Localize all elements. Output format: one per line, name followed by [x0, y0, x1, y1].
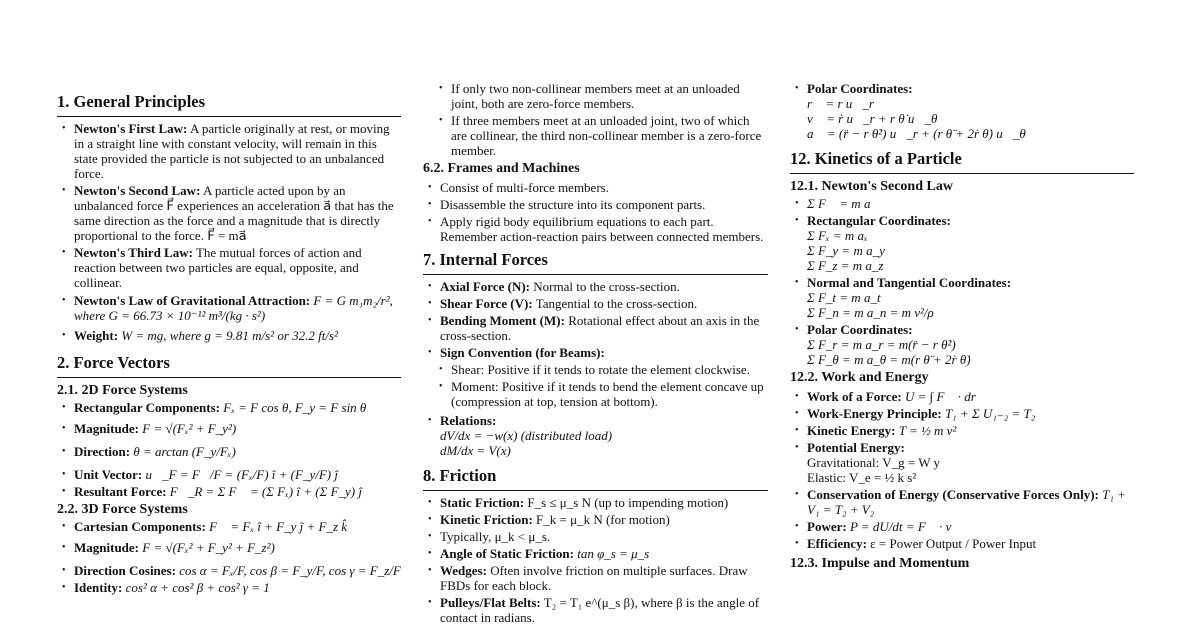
list-item: • Conservation of Energy (Conservative Forces Only): T₁ + V₁ = T₂ + V₂	[790, 487, 1134, 517]
column-2	[423, 81, 768, 627]
list-item: • Cartesian Components: F⃗ = Fₓ î + F_y ĵ + F_z k̂	[57, 519, 401, 534]
list-item: • Shear: Positive if it tends to rotate the element clockwise.	[423, 362, 768, 377]
equation-line: r⃗ = r u⃗_r	[807, 96, 874, 111]
force-3d-list	[57, 519, 401, 595]
list-item: • Polar Coordinates: r⃗ = r u⃗_r v⃗ = ṙ u⃗_r + r θ̇ u⃗_θ a⃗ = (r̈ − r θ̇²) u⃗_r + (r θ̈ + 2ṙ θ̇) u⃗_θ	[790, 81, 1134, 141]
equation-line: Σ F_t = m a_t	[807, 290, 881, 305]
list-item: • Newton's Second Law: A particle acted upon by an unbalanced force F⃗ experiences an acceleration a⃗ that has the same direction as the force and a magnitude that is directly proportional to the force. F⃗ = ma⃗	[57, 183, 401, 243]
list-item: • If three members meet at an unloaded joint, two of which are collinear, the third non-collinear member is a zero-force member.	[423, 113, 768, 158]
list-item: • Typically, μ_k < μ_s.	[423, 529, 768, 544]
list-item: • Direction: θ = arctan (F_y/Fₓ)	[57, 444, 401, 459]
list-item: • Shear Force (V): Tangential to the cross-section.	[423, 296, 768, 311]
subsection-title: 12.3. Impulse and Momentum	[790, 556, 970, 571]
subsection-title: 12.1. Newton's Second Law	[790, 179, 953, 194]
general-principles-list	[57, 121, 401, 343]
list-item: • Weight: W = mg, where g = 9.81 m/s² or 32.2 ft/s²	[57, 328, 401, 343]
list-item: • Magnitude: F = √(Fₓ² + F_y²)	[57, 421, 401, 436]
relation-line: dV/dx = −w(x) (distributed load)	[440, 428, 613, 443]
section-title: 1. General Principles	[57, 92, 401, 117]
list-item: • Kinetic Energy: T = ½ m v²	[790, 423, 1134, 438]
list-item: • Power: P = dU/dt = F⃗ · v⃗	[790, 519, 1134, 534]
list-item: • Pulleys/Flat Belts: T₂ = T₁ e^(μ_s β), where β is the angle of contact in radians.	[423, 595, 768, 625]
relation-line: dM/dx = V(x)	[440, 443, 511, 458]
list-item: • Direction Cosines: cos α = Fₓ/F, cos β = F_y/F, cos γ = F_z/F	[57, 563, 401, 578]
equation-line: Gravitational: V_g = W y	[807, 455, 940, 470]
list-item: • Normal and Tangential Coordinates: Σ F_t = m a_t Σ F_n = m a_n = m v²/ρ	[790, 275, 1134, 320]
newton-second-law-list	[790, 196, 1134, 367]
zero-force-list	[423, 81, 768, 158]
equation-line: Σ F_θ = m a_θ = m(r θ̈ + 2ṙ θ̇)	[807, 352, 971, 367]
equation-line: Σ F_y = m a_y	[807, 243, 885, 258]
list-item: • Rectangular Coordinates: Σ Fₓ = m aₓ Σ F_y = m a_y Σ F_z = m a_z	[790, 213, 1134, 273]
list-item: • Work-Energy Principle: T₁ + Σ U₁₋₂ = T₂	[790, 406, 1134, 421]
equation-line: Σ F_z = m a_z	[807, 258, 884, 273]
section-title: 2. Force Vectors	[57, 353, 401, 378]
list-item: • If only two non-collinear members meet at an unloaded joint, both are zero-force members.	[423, 81, 768, 111]
list-item: • Work of a Force: U = ∫ F⃗ · dr⃗	[790, 389, 1134, 404]
list-item: • Moment: Positive if it tends to bend the element concave up (compression at top, tension at bottom).	[423, 379, 768, 409]
list-item: • Wedges: Often involve friction on multiple surfaces. Draw FBDs for each block.	[423, 563, 768, 593]
equation-line: a⃗ = (r̈ − r θ̇²) u⃗_r + (r θ̈ + 2ṙ θ̇) u⃗_θ	[807, 126, 1026, 141]
subsection-title: 6.2. Frames and Machines	[423, 161, 580, 176]
equation-line: Σ F_n = m a_n = m v²/ρ	[807, 305, 934, 320]
list-item: • Kinetic Friction: F_k = μ_k N (for motion)	[423, 512, 768, 527]
equation-line: Σ Fₓ = m aₓ	[807, 228, 868, 243]
column-3	[790, 81, 1134, 573]
list-item: • Axial Force (N): Normal to the cross-section.	[423, 279, 768, 294]
internal-forces-list	[423, 279, 768, 458]
list-item: • Relations: dV/dx = −w(x) (distributed load) dM/dx = V(x)	[423, 413, 768, 458]
list-item: • Σ F⃗ = m a⃗	[790, 196, 1134, 211]
section-title: 12. Kinetics of a Particle	[790, 149, 1134, 174]
list-item: • Rectangular Components: Fₓ = F cos θ, F_y = F sin θ	[57, 400, 401, 415]
list-item: • Polar Coordinates: Σ F_r = m a_r = m(r̈ − r θ̇²) Σ F_θ = m a_θ = m(r θ̈ + 2ṙ θ̇)	[790, 322, 1134, 367]
equation-line: Elastic: V_e = ½ k s²	[807, 470, 917, 485]
list-item: • Identity: cos² α + cos² β + cos² γ = 1	[57, 580, 401, 595]
section-title: 8. Friction	[423, 466, 768, 491]
list-item: • Consist of multi-force members.	[423, 180, 768, 195]
list-item: • Bending Moment (M): Rotational effect about an axis in the cross-section.	[423, 313, 768, 343]
force-2d-list	[57, 400, 401, 499]
section-title: 7. Internal Forces	[423, 250, 768, 275]
list-item: • Newton's First Law: A particle originally at rest, or moving in a straight line with constant velocity, will remain in this state provided the particle is not subjected to an unbalanced force.	[57, 121, 401, 181]
list-item: • Potential Energy: Gravitational: V_g = W y Elastic: V_e = ½ k s²	[790, 440, 1134, 485]
list-item: • Newton's Law of Gravitational Attraction: F = G m₁m₂/r², where G = 66.73 × 10⁻¹² m³/(kg · s²)	[57, 293, 401, 323]
list-item: • Disassemble the structure into its component parts.	[423, 197, 768, 212]
subsection-title: 2.1. 2D Force Systems	[57, 383, 188, 398]
polar-kinematics-list	[790, 81, 1134, 141]
subsection-title: 2.2. 3D Force Systems	[57, 502, 188, 517]
list-item: • Angle of Static Friction: tan φ_s = μ_s	[423, 546, 768, 561]
list-item: • Efficiency: ε = Power Output / Power Input	[790, 536, 1134, 551]
work-energy-list	[790, 389, 1134, 551]
subsection-title: 12.2. Work and Energy	[790, 370, 929, 385]
column-1	[57, 92, 401, 597]
list-item: • Static Friction: F_s ≤ μ_s N (up to impending motion)	[423, 495, 768, 510]
frames-list	[423, 180, 768, 244]
friction-list	[423, 495, 768, 625]
list-item: • Apply rigid body equilibrium equations to each part. Remember action-reaction pairs between connected members.	[423, 214, 768, 244]
list-item: • Resultant Force: F⃗_R = Σ F⃗ = (Σ Fₓ) î + (Σ F_y) ĵ	[57, 484, 401, 499]
equation-line: Σ F_r = m a_r = m(r̈ − r θ̇²)	[807, 337, 956, 352]
list-item: • Newton's Third Law: The mutual forces of action and reaction between two particles are equal, opposite, and collinear.	[57, 245, 401, 290]
list-item: • Unit Vector: u⃗_F = F⃗/F = (Fₓ/F) î + (F_y/F) ĵ	[57, 467, 401, 482]
equation-line: v⃗ = ṙ u⃗_r + r θ̇ u⃗_θ	[807, 111, 938, 126]
list-item: • Magnitude: F = √(Fₓ² + F_y² + F_z²)	[57, 540, 401, 555]
list-item: • Sign Convention (for Beams):	[423, 345, 768, 360]
